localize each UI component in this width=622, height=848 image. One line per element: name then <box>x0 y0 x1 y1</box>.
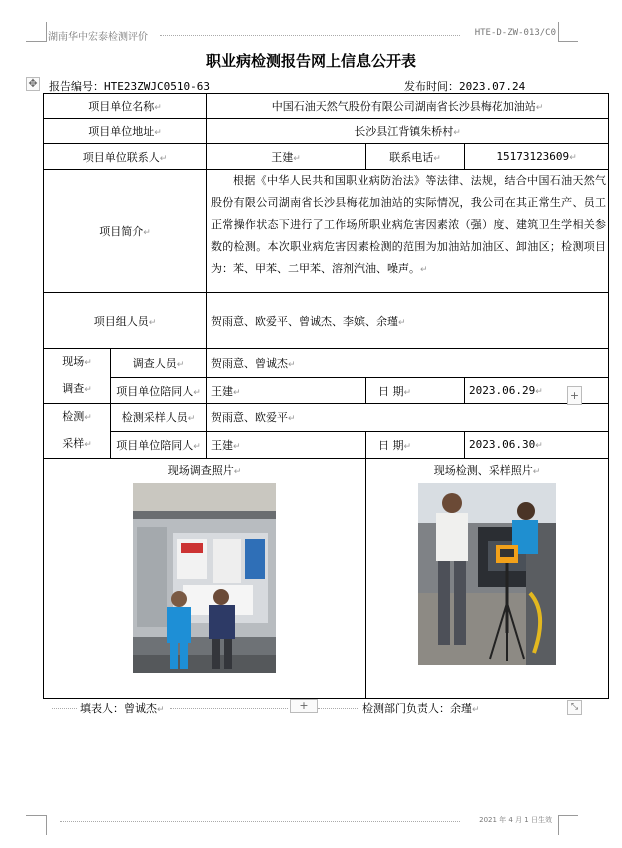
row-survey-staff <box>44 349 609 378</box>
crop-mark-top-left <box>46 22 47 42</box>
members-value[interactable]: 贺雨意、欧爱平、曾诚杰、李嫔、余瑾↵ <box>207 293 609 349</box>
page-footer-dotted-line <box>60 821 460 822</box>
sampling-staff-label: 检测采样人员↵ <box>111 404 207 432</box>
footer-dotted-line-middle <box>170 708 288 709</box>
department-head-label: 检测部门负责人： <box>362 702 450 715</box>
row-intro <box>44 170 609 293</box>
members-label: 项目组人员↵ <box>44 293 207 349</box>
crop-mark-top-left <box>26 41 46 42</box>
department-head-value: 余瑾 <box>450 702 472 715</box>
table-move-handle-icon[interactable]: ✥ <box>26 77 40 91</box>
survey-photo-title: 现场调查照片↵ <box>167 464 242 477</box>
add-row-plus-icon[interactable]: + <box>567 386 582 405</box>
page-header-doc-code: HTE-D-ZW-013/C0 <box>474 28 556 38</box>
filler-value: 曾诚杰 <box>124 702 157 715</box>
row-survey-escort <box>44 378 609 404</box>
row-photos <box>44 459 609 699</box>
row-unit-address <box>44 119 609 144</box>
survey-section-label: 现场↵ 调查↵ <box>44 349 111 404</box>
crop-mark-bottom-right <box>558 815 559 835</box>
filler-label: 填表人： <box>80 702 124 715</box>
crop-mark-bottom-right <box>558 815 578 816</box>
publish-date-label: 发布时间： <box>404 80 459 93</box>
survey-photo-image <box>133 483 276 673</box>
survey-photo[interactable] <box>133 483 276 673</box>
unit-name-value[interactable]: 中国石油天然气股份有限公司湖南省长沙县梅花加油站↵ <box>207 94 609 119</box>
report-number <box>49 78 210 94</box>
survey-escort-value[interactable]: 王建↵ <box>207 378 366 404</box>
crop-mark-bottom-left <box>26 815 46 816</box>
header-dotted-line <box>160 35 460 36</box>
unit-address-value[interactable]: 长沙县江背镇朱桥村↵ <box>207 119 609 144</box>
table-resize-handle-icon[interactable]: ⤡ <box>567 700 582 715</box>
intro-label: 项目简介↵ <box>44 170 207 293</box>
row-unit-name <box>44 94 609 119</box>
sampling-photo-cell <box>366 459 609 699</box>
row-members <box>44 293 609 349</box>
crop-mark-top-right <box>558 41 578 42</box>
sampling-section-label: 检测↵ 采样↵ <box>44 404 111 459</box>
publish-date-value: 2023.07.24 <box>459 80 526 93</box>
footer-dotted-line-middle-right <box>318 708 358 709</box>
survey-photo-cell <box>44 459 366 699</box>
row-contact <box>44 144 609 170</box>
sampling-photo-title: 现场检测、采样照片↵ <box>433 464 541 477</box>
intro-text[interactable]: 根据《中华人民共和国职业病防治法》等法律、法规，结合中国石油天然气股份有限公司湖南省长沙县梅花加油站的实际情况，我公司在其正常生产、员工正常操作状态下进行了工作场所职业病危害因素浓（强）度、建筑卫生学相关参数的检测。本次职业病危害因素检测的范围为加油站加油区、卸油区；检测项目为：苯、甲苯、二甲苯、溶剂汽油、噪声。↵ <box>207 170 609 293</box>
unit-address-label: 项目单位地址↵ <box>44 119 207 144</box>
info-table <box>43 93 609 699</box>
sampling-photo-image <box>418 483 556 665</box>
crop-mark-bottom-left <box>46 815 47 835</box>
sampling-escort-label: 项目单位陪同人↵ <box>111 431 207 459</box>
document-title: 职业病检测报告网上信息公开表 <box>205 52 416 70</box>
survey-date-value[interactable]: 2023.06.29↵ <box>465 378 609 404</box>
contact-label: 项目单位联系人↵ <box>44 144 207 170</box>
sampling-photo[interactable] <box>418 483 556 665</box>
filler: 填表人：曾诚杰↵ <box>80 702 165 715</box>
add-row-bottom-plus-icon[interactable]: + <box>290 699 318 713</box>
phone-value[interactable]: 15173123609↵ <box>465 144 609 170</box>
crop-mark-top-right <box>558 22 559 42</box>
survey-staff-value[interactable]: 贺雨意、曾诚杰↵ <box>207 349 609 378</box>
row-sampling-staff <box>44 404 609 432</box>
unit-name-label: 项目单位名称↵ <box>44 94 207 119</box>
survey-escort-label: 项目单位陪同人↵ <box>111 378 207 404</box>
page-header-company: 湖南华中宏泰检测评价 <box>48 32 148 43</box>
report-number-value: HTE23ZWJC0510-63 <box>104 80 210 93</box>
row-sampling-escort <box>44 431 609 459</box>
phone-label: 联系电话↵ <box>366 144 465 170</box>
report-number-label: 报告编号： <box>49 80 104 93</box>
sampling-date-label: 日 期↵ <box>366 431 465 459</box>
survey-staff-label: 调查人员↵ <box>111 349 207 378</box>
sampling-date-value[interactable]: 2023.06.30↵ <box>465 431 609 459</box>
contact-value[interactable]: 王建↵ <box>207 144 366 170</box>
sampling-escort-value[interactable]: 王建↵ <box>207 431 366 459</box>
sampling-staff-value[interactable]: 贺雨意、欧爱平↵ <box>207 404 609 432</box>
survey-date-label: 日 期↵ <box>366 378 465 404</box>
publish-date <box>404 78 525 94</box>
footer-dotted-line-left <box>52 708 77 709</box>
page-footer-effective-date: 2021 年 4 月 1 日生效 <box>479 816 552 824</box>
department-head: 检测部门负责人：余瑾↵ <box>362 702 480 715</box>
